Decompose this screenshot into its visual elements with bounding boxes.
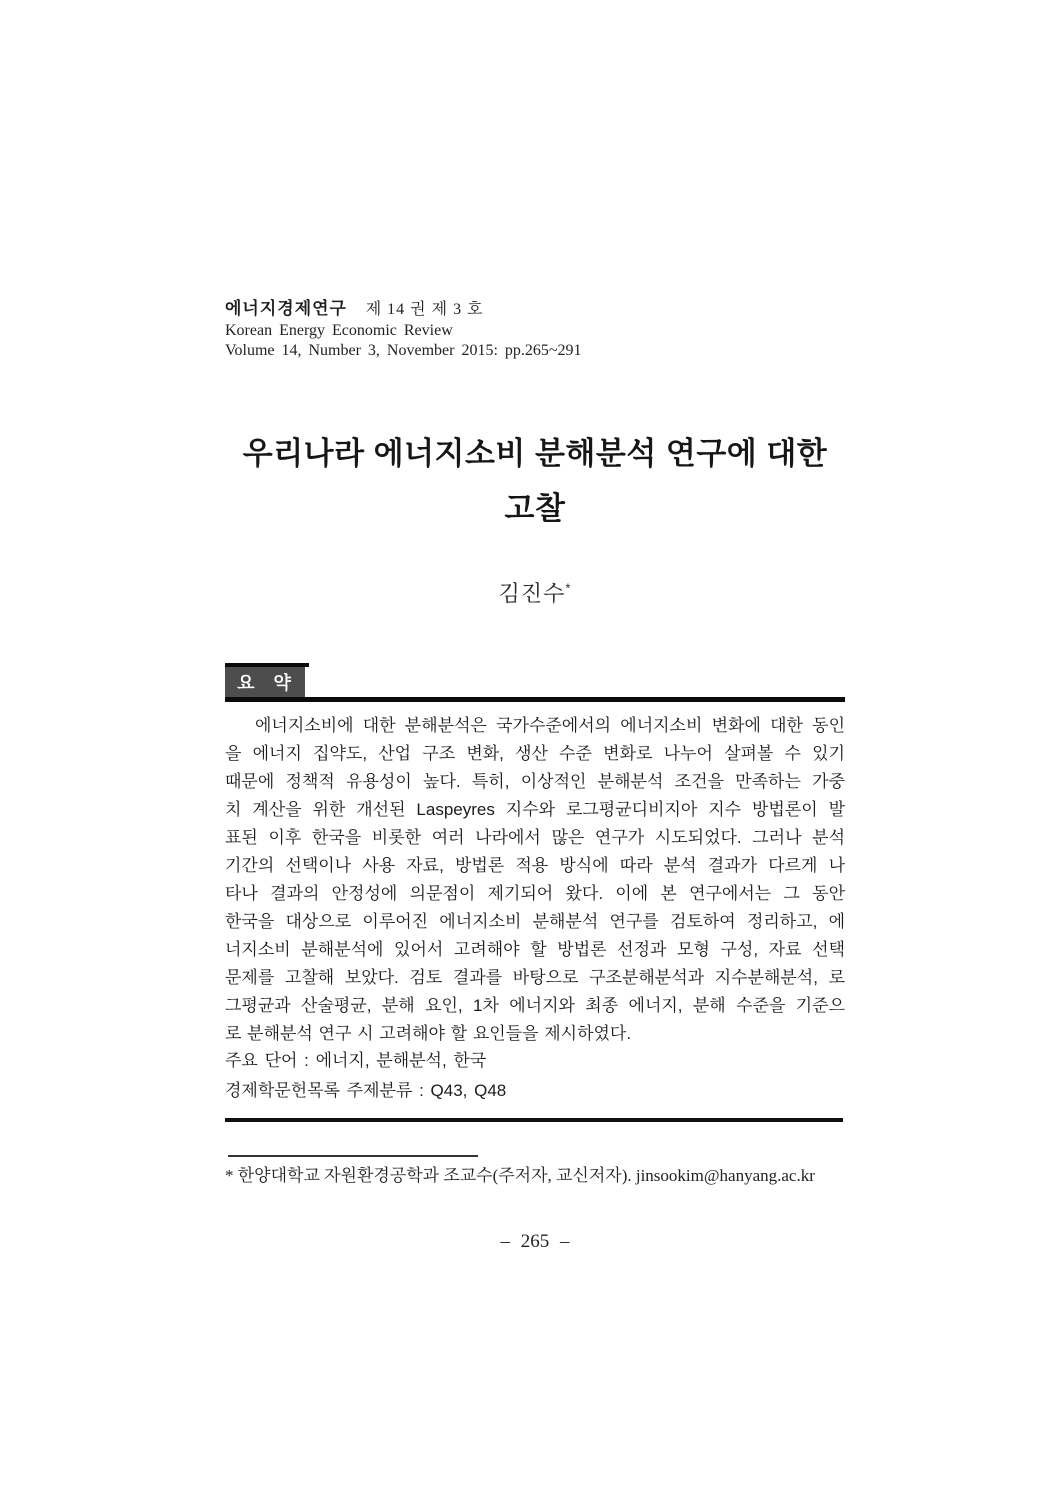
author-name-text: 김진수: [498, 581, 566, 606]
abstract-text-line: 그평균과 산술평균, 분해 요인, 1차 에너지와 최종 에너지, 분해 수준을 기준으: [225, 996, 845, 1015]
paper-title-line2: 고찰: [504, 491, 566, 526]
paper-title: [225, 426, 845, 536]
journal-header-line1: [225, 298, 845, 321]
abstract-header-rule: [225, 697, 845, 702]
abstract-text-line: 너지소비 분해분석에 있어서 고려해야 할 방법론 선정과 모형 구성, 자료 선택: [225, 940, 845, 959]
keywords-block: [225, 1046, 845, 1106]
abstract-text-line: 문제를 고찰해 보았다. 검토 결과를 바탕으로 구조분해분석과 지수분해분석, 로: [225, 968, 845, 987]
abstract-text-line: 기간의 선택이나 사용 자료, 방법론 적용 방식에 따라 분석 결과가 다르게 나: [225, 856, 845, 875]
journal-name-korean: 에너지경제연구: [225, 299, 347, 318]
author-affiliation-footnote: * 한양대학교 자원환경공학과 조교수(주저자, 교신저자). jinsookim@hanyang.ac.kr: [225, 1166, 815, 1185]
abstract-bottom-rule: [225, 1118, 843, 1122]
footnote-rule: [228, 1155, 478, 1157]
journal-issue-korean: 제 14 권 제 3 호: [365, 301, 484, 318]
paper-title-line1: 우리나라 에너지소비 분해분석 연구에 대한: [242, 436, 828, 471]
abstract-text-line: 표된 이후 한국을 비롯한 여러 나라에서 많은 연구가 시도되었다. 그러나 분석: [225, 828, 845, 847]
journal-name-english: Korean Energy Economic Review: [225, 322, 453, 339]
author-name: [225, 577, 845, 608]
abstract-text-line: 을 에너지 집약도, 산업 구조 변화, 생산 수준 변화로 나누어 살펴볼 수 있기: [225, 744, 845, 763]
keywords-line: 주요 단어 : 에너지, 분해분석, 한국: [225, 1051, 487, 1070]
abstract-body: [225, 712, 845, 1048]
abstract-label: 요 약: [237, 673, 293, 693]
abstract-text-line: 한국을 대상으로 이루어진 에너지소비 분해분석 연구를 검토하여 정리하고, 에: [225, 912, 845, 931]
abstract-text-line: 에너지소비에 대한 분해분석은 국가수준에서의 에너지소비 변화에 대한 동인: [255, 716, 845, 735]
abstract-text-line: 때문에 정책적 유용성이 높다. 특히, 이상적인 분해분석 조건을 만족하는 가중: [225, 772, 845, 791]
jel-classification-line: 경제학문헌목록 주제분류 : Q43, Q48: [225, 1081, 507, 1100]
abstract-text-line: 로 분해분석 연구 시 고려해야 할 요인들을 제시하였다.: [225, 1024, 632, 1043]
abstract-header: [225, 663, 845, 703]
author-footnote-marker: *: [565, 580, 572, 596]
journal-volume-line: Volume 14, Number 3, November 2015: pp.265~291: [225, 342, 582, 359]
abstract-label-box: [225, 667, 305, 697]
journal-header: [225, 298, 845, 361]
page-number: – 265 –: [500, 1231, 570, 1252]
abstract-text-line: 치 계산을 위한 개선된 Laspeyres 지수와 로그평균디비지아 지수 방법론이 발: [225, 800, 845, 819]
abstract-text-line: 타나 결과의 안정성에 의문점이 제기되어 왔다. 이에 본 연구에서는 그 동안: [225, 884, 845, 903]
